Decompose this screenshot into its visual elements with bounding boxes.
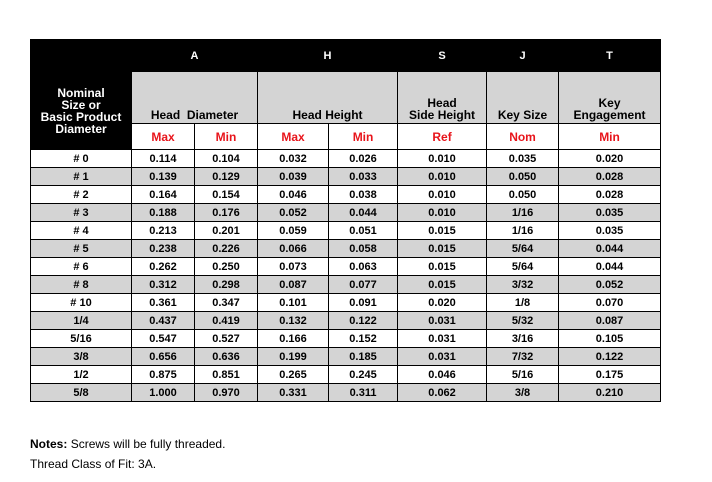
table-row	[31, 204, 661, 222]
size-cell: # 5	[31, 240, 132, 258]
head-side-height-header: Head Side Height	[398, 72, 487, 124]
value-cell: 0.312	[132, 276, 195, 294]
value-cell: 0.031	[398, 330, 487, 348]
value-cell: 0.028	[559, 168, 661, 186]
value-cell: 0.035	[559, 204, 661, 222]
value-cell: 0.527	[195, 330, 258, 348]
key-engagement-header: Key Engagement	[559, 72, 661, 124]
table-row	[31, 348, 661, 366]
size-cell: 5/16	[31, 330, 132, 348]
value-cell: 0.035	[487, 150, 559, 168]
value-cell: 0.176	[195, 204, 258, 222]
value-cell: 0.656	[132, 348, 195, 366]
value-cell: 0.052	[258, 204, 329, 222]
letter-a: A	[132, 40, 258, 72]
value-cell: 3/16	[487, 330, 559, 348]
value-cell: 0.035	[559, 222, 661, 240]
value-cell: 0.298	[195, 276, 258, 294]
value-cell: 0.199	[258, 348, 329, 366]
value-cell: 0.875	[132, 366, 195, 384]
notes-line-1	[30, 434, 225, 454]
size-cell: # 8	[31, 276, 132, 294]
sub-header-cell: Max	[132, 124, 195, 150]
value-cell: 0.046	[258, 186, 329, 204]
size-cell: 1/2	[31, 366, 132, 384]
size-cell: # 0	[31, 150, 132, 168]
value-cell: 0.210	[559, 384, 661, 402]
value-cell: 1/16	[487, 222, 559, 240]
value-cell: 0.132	[258, 312, 329, 330]
value-cell: 0.033	[329, 168, 398, 186]
table-row	[31, 186, 661, 204]
value-cell: 0.122	[329, 312, 398, 330]
sub-header-cell: Max	[258, 124, 329, 150]
value-cell: 0.051	[329, 222, 398, 240]
value-cell: 0.031	[398, 312, 487, 330]
value-cell: 0.114	[132, 150, 195, 168]
table-row	[31, 222, 661, 240]
size-cell: 5/8	[31, 384, 132, 402]
sub-header-cell: Min	[195, 124, 258, 150]
value-cell: 0.066	[258, 240, 329, 258]
value-cell: 0.361	[132, 294, 195, 312]
table-row	[31, 240, 661, 258]
value-cell: 0.059	[258, 222, 329, 240]
value-cell: 0.347	[195, 294, 258, 312]
value-cell: 0.087	[258, 276, 329, 294]
size-cell: # 6	[31, 258, 132, 276]
value-cell: 0.139	[132, 168, 195, 186]
value-cell: 0.058	[329, 240, 398, 258]
value-cell: 0.010	[398, 150, 487, 168]
value-cell: 0.015	[398, 222, 487, 240]
value-cell: 7/32	[487, 348, 559, 366]
notes-text: Screws will be fully threaded.	[70, 437, 226, 451]
table-body	[31, 150, 661, 402]
label-header-row	[31, 72, 661, 124]
table-row	[31, 294, 661, 312]
dimensions-table	[30, 39, 661, 402]
size-cell: 1/4	[31, 312, 132, 330]
value-cell: 0.015	[398, 258, 487, 276]
value-cell: 0.046	[398, 366, 487, 384]
value-cell: 0.039	[258, 168, 329, 186]
letter-t: T	[559, 40, 661, 72]
size-cell: # 2	[31, 186, 132, 204]
value-cell: 5/64	[487, 240, 559, 258]
value-cell: 0.020	[559, 150, 661, 168]
table-row	[31, 366, 661, 384]
value-cell: 0.547	[132, 330, 195, 348]
value-cell: 0.175	[559, 366, 661, 384]
notes-label: Notes:	[30, 437, 68, 451]
value-cell: 0.188	[132, 204, 195, 222]
table-row	[31, 384, 661, 402]
value-cell: 0.311	[329, 384, 398, 402]
value-cell: 3/32	[487, 276, 559, 294]
nominal-size-header: Nominal Size or Basic Product Diameter	[31, 72, 132, 150]
value-cell: 0.050	[487, 168, 559, 186]
value-cell: 0.419	[195, 312, 258, 330]
value-cell: 0.166	[258, 330, 329, 348]
notes-line-2: Thread Class of Fit: 3A.	[30, 457, 157, 471]
value-cell: 5/64	[487, 258, 559, 276]
value-cell: 0.851	[195, 366, 258, 384]
table-row	[31, 168, 661, 186]
sub-header-cell: Min	[329, 124, 398, 150]
value-cell: 0.010	[398, 168, 487, 186]
value-cell: 0.101	[258, 294, 329, 312]
value-cell: 0.226	[195, 240, 258, 258]
value-cell: 0.010	[398, 204, 487, 222]
value-cell: 0.050	[487, 186, 559, 204]
size-cell: # 4	[31, 222, 132, 240]
value-cell: 0.250	[195, 258, 258, 276]
value-cell: 0.044	[329, 204, 398, 222]
size-cell: # 10	[31, 294, 132, 312]
value-cell: 0.970	[195, 384, 258, 402]
value-cell: 0.015	[398, 276, 487, 294]
value-cell: 0.636	[195, 348, 258, 366]
blank-corner-cell	[31, 40, 132, 72]
value-cell: 5/32	[487, 312, 559, 330]
size-cell: # 3	[31, 204, 132, 222]
table-row	[31, 312, 661, 330]
value-cell: 0.122	[559, 348, 661, 366]
value-cell: 0.044	[559, 258, 661, 276]
value-cell: 0.245	[329, 366, 398, 384]
head-diameter-header: Head Diameter	[132, 72, 258, 124]
key-size-header: Key Size	[487, 72, 559, 124]
notes-block	[30, 434, 225, 474]
table-row	[31, 258, 661, 276]
value-cell: 0.091	[329, 294, 398, 312]
value-cell: 0.032	[258, 150, 329, 168]
value-cell: 0.152	[329, 330, 398, 348]
size-cell: # 1	[31, 168, 132, 186]
value-cell: 0.437	[132, 312, 195, 330]
value-cell: 0.063	[329, 258, 398, 276]
head-height-header: Head Height	[258, 72, 398, 124]
sub-header-cell: Nom	[487, 124, 559, 150]
value-cell: 0.331	[258, 384, 329, 402]
value-cell: 1/16	[487, 204, 559, 222]
value-cell: 1.000	[132, 384, 195, 402]
letter-j: J	[487, 40, 559, 72]
value-cell: 0.044	[559, 240, 661, 258]
table-row	[31, 330, 661, 348]
value-cell: 0.038	[329, 186, 398, 204]
value-cell: 0.031	[398, 348, 487, 366]
value-cell: 0.164	[132, 186, 195, 204]
value-cell: 0.062	[398, 384, 487, 402]
value-cell: 0.201	[195, 222, 258, 240]
size-cell: 3/8	[31, 348, 132, 366]
value-cell: 0.238	[132, 240, 195, 258]
value-cell: 0.265	[258, 366, 329, 384]
value-cell: 0.129	[195, 168, 258, 186]
letter-header-row	[31, 40, 661, 72]
value-cell: 1/8	[487, 294, 559, 312]
table-row	[31, 150, 661, 168]
value-cell: 0.070	[559, 294, 661, 312]
value-cell: 0.010	[398, 186, 487, 204]
value-cell: 0.028	[559, 186, 661, 204]
value-cell: 0.073	[258, 258, 329, 276]
table-row	[31, 276, 661, 294]
value-cell: 0.015	[398, 240, 487, 258]
sub-header-cell: Ref	[398, 124, 487, 150]
value-cell: 0.262	[132, 258, 195, 276]
value-cell: 0.213	[132, 222, 195, 240]
sub-header-cell: Min	[559, 124, 661, 150]
value-cell: 5/16	[487, 366, 559, 384]
value-cell: 0.087	[559, 312, 661, 330]
value-cell: 0.077	[329, 276, 398, 294]
value-cell: 0.104	[195, 150, 258, 168]
value-cell: 0.026	[329, 150, 398, 168]
value-cell: 0.105	[559, 330, 661, 348]
value-cell: 0.020	[398, 294, 487, 312]
value-cell: 3/8	[487, 384, 559, 402]
value-cell: 0.052	[559, 276, 661, 294]
letter-s: S	[398, 40, 487, 72]
letter-h: H	[258, 40, 398, 72]
value-cell: 0.154	[195, 186, 258, 204]
value-cell: 0.185	[329, 348, 398, 366]
